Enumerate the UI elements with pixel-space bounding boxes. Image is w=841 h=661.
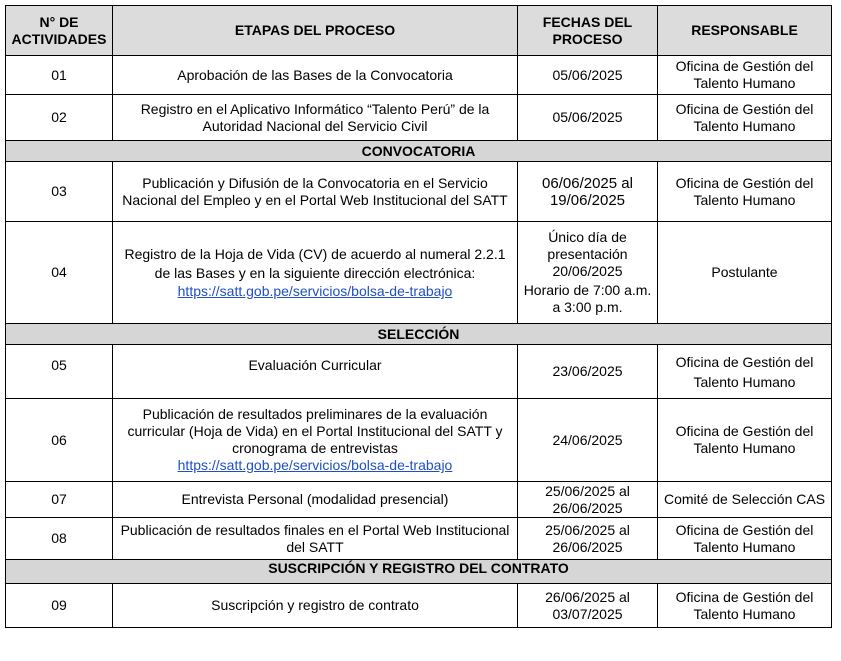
row-stage: Evaluación Curricular — [113, 345, 518, 399]
row-dates: 23/06/2025 — [518, 345, 658, 399]
section-seleccion: SELECCIÓN — [6, 324, 832, 345]
row-num: 04 — [6, 222, 113, 324]
row-dates: 05/06/2025 — [518, 95, 658, 141]
row-stage: Entrevista Personal (modalidad presencial) — [113, 482, 518, 518]
table-row — [6, 518, 832, 560]
row-dates: 05/06/2025 — [518, 56, 658, 95]
section-row — [6, 324, 832, 345]
section-suscripcion: SUSCRIPCIÓN Y REGISTRO DEL CONTRATO — [6, 560, 832, 584]
row-stage: Aprobación de las Bases de la Convocatoria — [113, 56, 518, 95]
table-row — [6, 56, 832, 95]
row-num: 02 — [6, 95, 113, 141]
row-responsible: Oficina de Gestión del Talento Humano — [658, 518, 832, 560]
table-row — [6, 399, 832, 482]
row-num: 09 — [6, 584, 113, 628]
row-num: 07 — [6, 482, 113, 518]
row-stage-cell — [113, 399, 518, 482]
row-dates: 25/06/2025 al 26/06/2025 — [518, 482, 658, 518]
table-row — [6, 482, 832, 518]
schedule-table — [5, 5, 832, 628]
row-responsible: Oficina de Gestión del Talento Humano — [658, 95, 832, 141]
header-stage: ETAPAS DEL PROCESO — [113, 6, 518, 56]
row-dates: 06/06/2025 al 19/06/2025 — [518, 162, 658, 222]
row-dates: 24/06/2025 — [518, 399, 658, 482]
row-num: 01 — [6, 56, 113, 95]
header-responsible: RESPONSABLE — [658, 6, 832, 56]
bolsa-de-trabajo-link[interactable]: https://satt.gob.pe/servicios/bolsa-de-trabajo — [177, 457, 453, 473]
table-row — [6, 162, 832, 222]
row-stage: Suscripción y registro de contrato — [113, 584, 518, 628]
row-num: 03 — [6, 162, 113, 222]
row-dates: 25/06/2025 al 26/06/2025 — [518, 518, 658, 560]
header-num: N° DE ACTIVIDADES — [6, 6, 113, 56]
row-stage-cell — [113, 222, 518, 324]
row-stage: Publicación de resultados preliminares de la evaluación curricular (Hoja de Vida) en el Portal Institucional del SATT y cronograma de entrevistas — [127, 406, 503, 456]
table-row — [6, 584, 832, 628]
row-num: 08 — [6, 518, 113, 560]
header-row — [6, 6, 832, 56]
section-row — [6, 141, 832, 162]
row-stage: Publicación y Difusión de la Convocatoria en el Servicio Nacional del Empleo y en el Portal Web Institucional del SATT — [113, 162, 518, 222]
section-convocatoria: CONVOCATORIA — [6, 141, 832, 162]
row-dates-schedule: Horario de 7:00 a.m. a 3:00 p.m. — [523, 282, 652, 315]
row-stage: Registro de la Hoja de Vida (CV) de acuerdo al numeral 2.2.1 de las Bases y en la siguiente dirección electrónica: — [124, 246, 506, 281]
row-responsible: Oficina de Gestión del Talento Humano — [658, 399, 832, 482]
row-responsible: Oficina de Gestión del Talento Humano — [658, 584, 832, 628]
row-responsible: Oficina de Gestión del Talento Humano — [658, 345, 832, 399]
row-responsible: Postulante — [658, 222, 832, 324]
section-row — [6, 560, 832, 584]
row-stage: Publicación de resultados finales en el Portal Web Institucional del SATT — [113, 518, 518, 560]
row-dates-cell — [518, 222, 658, 324]
row-num: 06 — [6, 399, 113, 482]
row-responsible: Oficina de Gestión del Talento Humano — [658, 56, 832, 95]
table-row — [6, 95, 832, 141]
table-row — [6, 222, 832, 324]
bolsa-de-trabajo-link[interactable]: https://satt.gob.pe/servicios/bolsa-de-trabajo — [177, 283, 453, 299]
row-stage: Registro en el Aplicativo Informático “Talento Perú” de la Autoridad Nacional del Servicio Civil — [113, 95, 518, 141]
header-dates: FECHAS DEL PROCESO — [518, 6, 658, 56]
row-responsible: Comité de Selección CAS — [658, 482, 832, 518]
row-responsible: Oficina de Gestión del Talento Humano — [658, 162, 832, 222]
row-dates: Único día de presentación 20/06/2025 — [547, 229, 628, 279]
row-num: 05 — [6, 345, 113, 399]
row-dates: 26/06/2025 al 03/07/2025 — [518, 584, 658, 628]
table-row — [6, 345, 832, 399]
